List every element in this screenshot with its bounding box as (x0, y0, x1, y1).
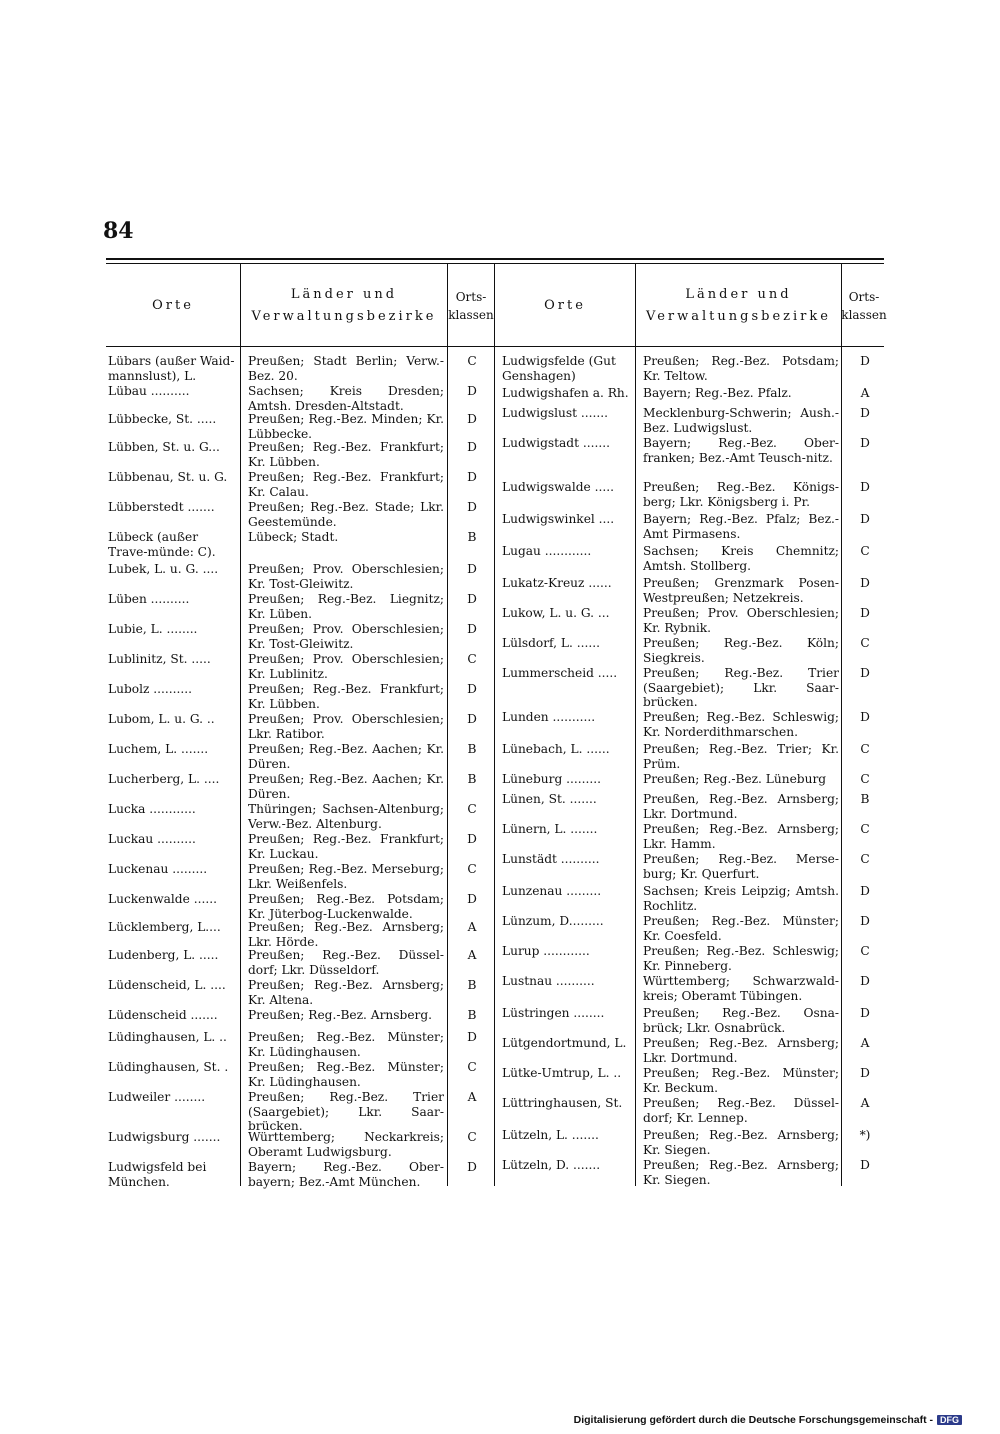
place-name: Lübeck (außer Trave-münde: C). (108, 530, 216, 559)
ortsklasse: D (467, 500, 477, 514)
ortsklasse: D (860, 354, 870, 368)
ortsklasse: C (860, 822, 870, 836)
region-text: Preußen; Reg.-Bez. Arnsberg. (248, 1008, 433, 1022)
place-name: Ludenberg, L. ..... (108, 948, 219, 962)
region-text: Lübeck; Stadt. (248, 530, 339, 544)
region-text: Preußen; Reg.-Bez. Königs-berg; Lkr. Königsberg i. Pr. (643, 480, 839, 509)
region-text: Preußen; Reg.-Bez. Arnsberg; Kr. Altena. (248, 978, 444, 1007)
place-name: Luckenau ......... (108, 862, 208, 876)
header-laender-line1: Länder und (290, 287, 398, 302)
place-name: Lunstädt .......... (502, 852, 600, 866)
ortsklasse: D (860, 436, 870, 450)
place-name: Lüdenscheid ....... (108, 1008, 218, 1022)
region-text: Preußen; Prov. Oberschlesien; Kr. Rybnik. (643, 606, 839, 635)
place-name: Lützeln, D. ....... (502, 1158, 601, 1172)
ortsklasse: A (467, 1090, 477, 1104)
ortsklasse: B (467, 530, 477, 544)
region-text: Preußen; Reg.-Bez. Trier (Saargebiet); Lkr. Saar-brücken. (248, 1090, 444, 1133)
header-orte-left (106, 268, 240, 344)
region-text: Preußen; Reg.-Bez. Minden; Kr. Lübbecke. (248, 412, 444, 441)
region-text: Preußen; Reg.-Bez. Stade; Lkr. Geestemünde. (248, 500, 444, 529)
region-text: Preußen; Reg.-Bez. Arnsberg; Lkr. Hamm. (643, 822, 839, 851)
column-divider (635, 263, 636, 1186)
ortsklasse: C (860, 772, 870, 786)
region-text: Preußen; Reg.-Bez. Potsdam; Kr. Jüterbog-Luckenwalde. (248, 892, 444, 921)
place-name: Lübberstedt ....... (108, 500, 215, 514)
ortsklasse: A (860, 1036, 870, 1050)
region-text: Bayern; Reg.-Bez. Ober-franken; Bez.-Amt Teusch-nitz. (643, 436, 839, 465)
place-name: Lünen, St. ....... (502, 792, 597, 806)
region-text: Bayern; Reg.-Bez. Ober-bayern; Bez.-Amt München. (248, 1160, 444, 1189)
header-laender-line2: Verwaltungsbezirke (251, 309, 437, 324)
region-text: Preußen; Reg.-Bez. Aachen; Kr. Düren. (248, 772, 444, 801)
region-text: Preußen; Reg.-Bez. Düssel-dorf; Lkr. Düsseldorf. (248, 948, 444, 977)
region-text: Preußen; Prov. Oberschlesien; Kr. Lublinitz. (248, 652, 444, 681)
region-text: Preußen; Reg.-Bez. Potsdam; Kr. Teltow. (643, 354, 839, 383)
place-name: Luckau .......... (108, 832, 196, 846)
region-text: Sachsen; Kreis Chemnitz; Amtsh. Stollberg. (643, 544, 839, 573)
ortsklasse: D (467, 712, 477, 726)
place-name: Luckenwalde ...... (108, 892, 217, 906)
region-text: Württemberg; Neckarkreis; Oberamt Ludwigsburg. (248, 1130, 444, 1159)
place-name: Lülsdorf, L. ...... (502, 636, 600, 650)
place-name: Ludwigshafen a. Rh. (502, 386, 629, 400)
ortsklasse: C (860, 636, 870, 650)
place-name: Lukatz-Kreuz ...... (502, 576, 612, 590)
place-name: Lüdenscheid, L. .... (108, 978, 226, 992)
region-text: Preußen; Reg.-Bez. Köln; Siegkreis. (643, 636, 839, 665)
region-text: Preußen; Reg.-Bez. Düssel-dorf; Kr. Lennep. (643, 1096, 839, 1125)
ortsklasse: D (860, 480, 870, 494)
region-text: Preußen; Reg.-Bez. Trier; Kr. Prüm. (643, 742, 839, 771)
region-text: Preußen; Prov. Oberschlesien; Kr. Tost-Gleiwitz. (248, 622, 444, 651)
place-name: Lünern, L. ....... (502, 822, 598, 836)
region-text: Mecklenburg-Schwerin; Aush.-Bez. Ludwigslust. (643, 406, 839, 435)
place-name: Lubolz .......... (108, 682, 193, 696)
place-name: Ludweiler ........ (108, 1090, 206, 1104)
region-text: Preußen, Reg.-Bez. Arnsberg; Lkr. Dortmund. (643, 792, 839, 821)
place-name: Lurup ............ (502, 944, 590, 958)
ortsklasse: D (860, 710, 870, 724)
region-text: Preußen; Reg.-Bez. Münster; Kr. Beckum. (643, 1066, 839, 1095)
top-rule-thin (106, 263, 884, 264)
ortsklasse: *) (859, 1128, 871, 1142)
place-name: Ludwigsfeld bei München. (108, 1160, 207, 1189)
ortsklasse: C (860, 544, 870, 558)
header-laender-line1: Länder und (685, 287, 792, 302)
place-name: Lünzum, D......... (502, 914, 604, 928)
ortsklasse: C (467, 802, 477, 816)
region-text: Preußen; Reg.-Bez. Frankfurt; Kr. Calau. (248, 470, 444, 499)
top-rule (106, 258, 884, 260)
region-text: Preußen; Reg.-Bez. Aachen; Kr. Düren. (248, 742, 444, 771)
ortsklasse: D (860, 512, 870, 526)
header-orte-right (495, 268, 635, 344)
place-name: Lücklemberg, L.... (108, 920, 221, 934)
place-name: Lubek, L. u. G. .... (108, 562, 219, 576)
dfg-logo: DFG (937, 1415, 962, 1425)
place-name: Lustnau .......... (502, 974, 595, 988)
header-klassen-line1: Orts- (455, 290, 487, 304)
place-name: Lugau ............ (502, 544, 592, 558)
ortsklasse: C (467, 1130, 477, 1144)
region-text: Preußen; Reg.-Bez. Arnsberg; Lkr. Hörde. (248, 920, 444, 949)
ortsklasse: C (860, 944, 870, 958)
ortsklasse: C (467, 1060, 477, 1074)
place-name: Lüdinghausen, St. . (108, 1060, 229, 1074)
header-orte-label: Orte (544, 298, 586, 313)
ortsklasse: D (467, 592, 477, 606)
region-text: Preußen; Reg.-Bez. Trier (Saargebiet); Lkr. Saar-brücken. (643, 666, 839, 709)
ortsklasse: C (860, 852, 870, 866)
region-text: Preußen; Grenzmark Posen-Westpreußen; Netzekreis. (643, 576, 839, 605)
ortsklasse: D (860, 884, 870, 898)
ortsklasse: D (860, 1006, 870, 1020)
place-name: Lübbenau, St. u. G. (108, 470, 228, 484)
ortsklasse: A (467, 948, 477, 962)
ortsklasse: A (860, 386, 870, 400)
footer (574, 1414, 962, 1426)
ortsklasse: B (467, 742, 477, 756)
header-klassen-line2: klassen (448, 308, 494, 322)
ortsklasse: D (467, 440, 477, 454)
place-name: Lüttringhausen, St. (502, 1096, 623, 1110)
column-divider (240, 263, 241, 1186)
place-name: Lubom, L. u. G. .. (108, 712, 215, 726)
header-klassen-line1: Orts- (848, 290, 880, 304)
place-name: Lübau .......... (108, 384, 190, 398)
region-text: Preußen; Prov. Oberschlesien; Kr. Tost-Gleiwitz. (248, 562, 444, 591)
place-name: Lunden ........... (502, 710, 596, 724)
region-text: Sachsen; Kreis Leipzig; Amtsh. Rochlitz. (643, 884, 839, 913)
place-name: Lüneburg ......... (502, 772, 602, 786)
region-text: Preußen; Reg.-Bez. Liegnitz; Kr. Lüben. (248, 592, 444, 621)
place-name: Ludwigsfelde (Gut Genshagen) (502, 354, 616, 383)
page-number: 84 (103, 218, 134, 244)
footer-text: Digitalisierung gefördert durch die Deutsche Forschungsgemeinschaft - (573, 1414, 933, 1426)
region-text: Preußen; Reg.-Bez. Münster; Kr. Lüdinghausen. (248, 1060, 444, 1089)
region-text: Preußen; Prov. Oberschlesien; Lkr. Ratibor. (248, 712, 444, 741)
ortsklasse: D (860, 406, 870, 420)
place-name: Lünebach, L. ...... (502, 742, 610, 756)
ortsklasse: C (860, 742, 870, 756)
place-name: Lucka ............ (108, 802, 196, 816)
ortsklasse: D (467, 622, 477, 636)
region-text: Preußen; Reg.-Bez. Merseburg; Lkr. Weißenfels. (248, 862, 444, 891)
region-text: Preußen; Reg.-Bez. Osna-brück; Lkr. Osnabrück. (643, 1006, 839, 1035)
region-text: Preußen; Reg.-Bez. Arnsberg; Kr. Siegen. (643, 1158, 839, 1187)
header-laender-left (241, 268, 447, 344)
region-text: Preußen; Reg.-Bez. Frankfurt; Kr. Lübben. (248, 440, 444, 469)
place-name: Lubie, L. ........ (108, 622, 198, 636)
ortsklasse: B (467, 772, 477, 786)
ortsklasse: B (467, 978, 477, 992)
place-name: Lublinitz, St. ..... (108, 652, 211, 666)
place-name: Ludwigswinkel .... (502, 512, 615, 526)
place-name: Lummerscheid ..... (502, 666, 618, 680)
header-klassen-right (842, 268, 886, 344)
region-text: Preußen; Reg.-Bez. Frankfurt; Kr. Luckau. (248, 832, 444, 861)
ortsklasse: D (467, 1030, 477, 1044)
region-text: Preußen; Reg.-Bez. Merse-burg; Kr. Querfurt. (643, 852, 839, 881)
ortsklasse: D (860, 1066, 870, 1080)
region-text: Thüringen; Sachsen-Altenburg; Verw.-Bez. Altenburg. (248, 802, 444, 831)
place-name: Luchem, L. ....... (108, 742, 209, 756)
place-name: Lütke-Umtrup, L. .. (502, 1066, 622, 1080)
place-name: Lukow, L. u. G. ... (502, 606, 610, 620)
place-name: Lübbecke, St. ..... (108, 412, 217, 426)
region-text: Preußen; Reg.-Bez. Arnsberg; Kr. Siegen. (643, 1128, 839, 1157)
place-name: Lübars (außer Waid-mannslust), L. (108, 354, 235, 383)
region-text: Preußen; Reg.-Bez. Arnsberg; Lkr. Dortmund. (643, 1036, 839, 1065)
place-name: Ludwigstadt ....... (502, 436, 610, 450)
ortsklasse: D (467, 562, 477, 576)
ortsklasse: D (860, 606, 870, 620)
ortsklasse: D (860, 666, 870, 680)
region-text: Preußen; Stadt Berlin; Verw.-Bez. 20. (248, 354, 444, 383)
place-name: Lüben .......... (108, 592, 190, 606)
place-name: Lucherberg, L. .... (108, 772, 220, 786)
ortsklasse: B (860, 792, 870, 806)
ortsklasse: D (860, 576, 870, 590)
ortsklasse: D (467, 470, 477, 484)
header-laender-line2: Verwaltungsbezirke (646, 309, 831, 324)
ortsklasse: D (860, 974, 870, 988)
place-name: Lübben, St. u. G... (108, 440, 220, 454)
ortsklasse: B (467, 1008, 477, 1022)
ortsklasse: D (860, 1158, 870, 1172)
column-divider (494, 263, 495, 1186)
ortsklasse: C (467, 652, 477, 666)
place-name: Lütgendortmund, L. (502, 1036, 627, 1050)
region-text: Bayern; Reg.-Bez. Pfalz; Bez.-Amt Pirmasens. (643, 512, 839, 541)
header-orte-label: Orte (152, 298, 194, 313)
ortsklasse: D (860, 914, 870, 928)
region-text: Preußen; Reg.-Bez. Lüneburg (643, 772, 827, 786)
column-divider (447, 263, 448, 1186)
header-laender-right (636, 268, 841, 344)
column-divider (841, 263, 842, 1186)
region-text: Sachsen; Kreis Dresden; Amtsh. Dresden-Altstadt. (248, 384, 444, 413)
header-klassen-line2: klassen (841, 308, 887, 322)
ortsklasse: D (467, 1160, 477, 1174)
ortsklasse: D (467, 892, 477, 906)
ortsklasse: D (467, 682, 477, 696)
region-text: Preußen; Reg.-Bez. Schleswig; Kr. Norderdithmarschen. (643, 710, 839, 739)
ortsklasse: D (467, 384, 477, 398)
region-text: Württemberg; Schwarzwald-kreis; Oberamt Tübingen. (643, 974, 839, 1003)
place-name: Lüstringen ........ (502, 1006, 605, 1020)
ortsklasse: C (467, 354, 477, 368)
header-klassen-left (448, 268, 494, 344)
ortsklasse: A (860, 1096, 870, 1110)
ortsklasse: A (467, 920, 477, 934)
place-name: Lützeln, L. ....... (502, 1128, 599, 1142)
region-text: Preußen; Reg.-Bez. Münster; Kr. Coesfeld. (643, 914, 839, 943)
region-text: Preußen; Reg.-Bez. Münster; Kr. Lüdinghausen. (248, 1030, 444, 1059)
place-name: Ludwigslust ....... (502, 406, 609, 420)
place-name: Lüdinghausen, L. .. (108, 1030, 227, 1044)
region-text: Preußen; Reg.-Bez. Schleswig; Kr. Pinneberg. (643, 944, 839, 973)
region-text: Bayern; Reg.-Bez. Pfalz. (643, 386, 792, 400)
ortsklasse: D (467, 832, 477, 846)
place-name: Lunzenau ......... (502, 884, 602, 898)
ortsklasse: C (467, 862, 477, 876)
region-text: Preußen; Reg.-Bez. Frankfurt; Kr. Lübben. (248, 682, 444, 711)
place-name: Ludwigswalde ..... (502, 480, 614, 494)
ortsklasse: D (467, 412, 477, 426)
place-name: Ludwigsburg ....... (108, 1130, 221, 1144)
header-rule (106, 346, 884, 347)
